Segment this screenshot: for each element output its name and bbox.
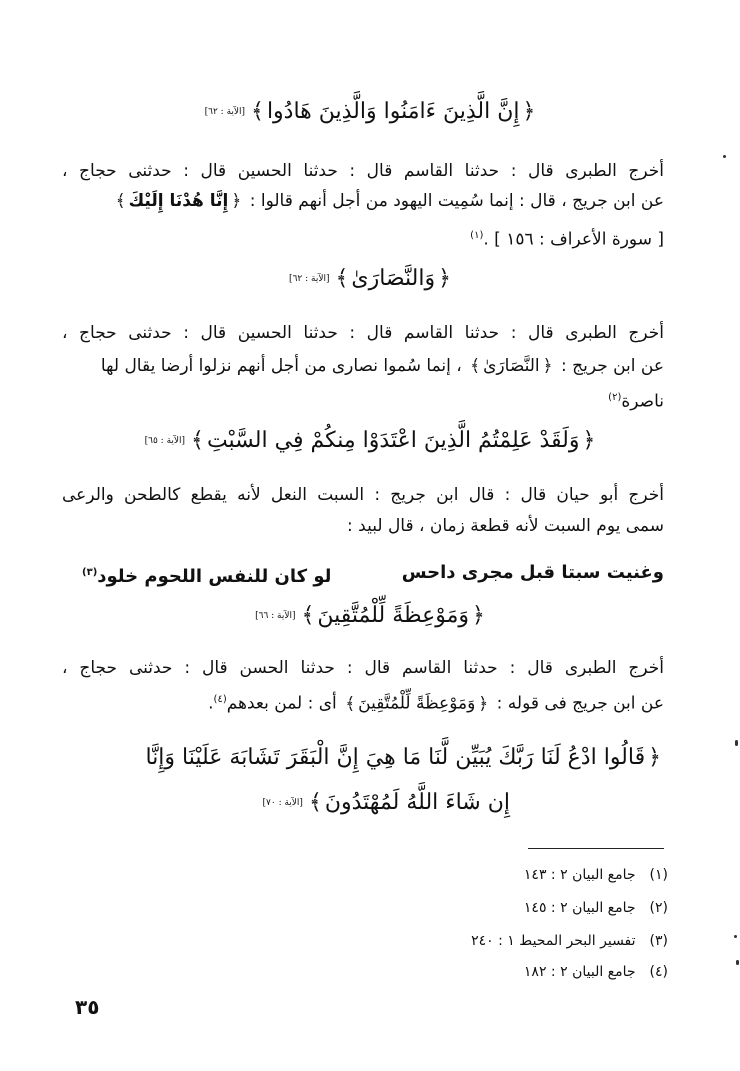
scan-speck bbox=[736, 960, 739, 965]
ornate-bracket-open-icon: ﴿ bbox=[582, 428, 596, 453]
poem-text: وغنيت سبتا قبل مجرى داحس bbox=[401, 562, 664, 583]
verse-ref: [الآية : ٧٠] bbox=[262, 798, 303, 808]
footnote-number: (٤) bbox=[649, 964, 668, 980]
quran-quote: وَمَوْعِظَةً لِّلْمُتَّقِينَ bbox=[358, 693, 476, 714]
footnote-ref: (١) bbox=[470, 230, 484, 241]
paragraph-line: أخرج أبو حيان قال : قال ابن جريج : السبت النعل لأنه يقطع كالطحن والرعى bbox=[62, 485, 664, 505]
verse-text: إِنَّ الَّذِينَ ءَامَنُوا وَالَّذِينَ هَادُوا bbox=[266, 99, 520, 124]
paragraph-line bbox=[113, 190, 664, 212]
verse-ref: [الآية : ٦٥] bbox=[144, 436, 186, 446]
footnote-number: (١) bbox=[649, 867, 668, 883]
footnote-ref: (٣) bbox=[82, 567, 98, 578]
footnote-number: (٢) bbox=[649, 900, 668, 916]
verse-heading-5-line-2 bbox=[200, 788, 510, 818]
ornate-bracket-open-icon: ﴿ bbox=[542, 356, 553, 376]
verse-heading-5-line-1 bbox=[145, 743, 664, 773]
poem-hemistich-2 bbox=[82, 561, 331, 589]
paragraph-line: أخرج الطبرى قال : حدثنا القاسم قال : حدثنا الحسين قال : حدثنى حجاج ، bbox=[62, 161, 664, 181]
text-span: عن ابن جريج ، قال : إنما سُمِيت اليهود من أجل أنهم قالوا : bbox=[249, 191, 664, 211]
footnote-3 bbox=[471, 932, 668, 950]
ornate-bracket-close-icon: ﴾ bbox=[191, 428, 204, 453]
verse-ref: [الآية : ٦٢] bbox=[289, 274, 330, 284]
footnote-divider bbox=[528, 848, 664, 849]
text-span: عن ابن جريج فى قوله : bbox=[496, 693, 664, 714]
ornate-bracket-open-icon: ﴿ bbox=[648, 745, 661, 770]
verse-heading-1 bbox=[150, 97, 590, 127]
scan-speck bbox=[723, 155, 726, 158]
ornate-bracket-close-icon: ﴾ bbox=[301, 603, 315, 628]
text-span: أى : لمن بعدهم bbox=[226, 693, 337, 714]
ornate-bracket-close-icon: ﴾ bbox=[470, 356, 481, 376]
footnote-text: جامع البيان ٢ : ١٤٣ bbox=[523, 867, 636, 883]
ornate-bracket-close-icon: ﴾ bbox=[335, 266, 349, 291]
footnote-text: تفسير البحر المحيط ١ : ٢٤٠ bbox=[471, 933, 636, 949]
scan-speck bbox=[735, 740, 738, 746]
paragraph-line: أخرج الطبرى قال : حدثنا القاسم قال : حدثنا الحسن قال : حدثنى حجاج ، bbox=[62, 658, 664, 678]
poem-hemistich-1 bbox=[402, 561, 664, 585]
verse-ref: [الآية : ٦٦] bbox=[255, 611, 296, 621]
ornate-bracket-close-icon: ﴾ bbox=[115, 191, 126, 211]
footnote-text: جامع البيان ٢ : ١٨٢ bbox=[523, 964, 636, 980]
footnote-1 bbox=[524, 866, 668, 884]
quran-quote: النَّصَارَىٰ bbox=[483, 356, 540, 376]
verse-text: إِن شَاءَ اللَّهُ لَمُهْتَدُونَ bbox=[324, 790, 510, 815]
quran-quote: إِنَّا هُدْنَا إِلَيْكَ bbox=[128, 191, 229, 211]
footnote-4 bbox=[524, 963, 668, 981]
ornate-bracket-open-icon: ﴿ bbox=[438, 266, 451, 291]
ornate-bracket-close-icon: ﴾ bbox=[308, 790, 322, 815]
ornate-bracket-close-icon: ﴾ bbox=[345, 693, 356, 714]
verse-text: وَمَوْعِظَةً لِّلْمُتَّقِينَ bbox=[317, 603, 469, 628]
verse-text: وَالنَّصَارَىٰ bbox=[351, 266, 436, 291]
scan-speck bbox=[734, 935, 737, 938]
footnote-text: جامع البيان ٢ : ١٤٥ bbox=[523, 900, 636, 916]
footnote-ref: (٢) bbox=[608, 392, 622, 403]
footnote-number: (٣) bbox=[649, 933, 668, 949]
verse-heading-2 bbox=[200, 264, 540, 294]
ornate-bracket-open-icon: ﴿ bbox=[231, 191, 242, 211]
paragraph-line: سمى يوم السبت لأنه قطعة زمان ، قال لبيد : bbox=[347, 516, 664, 536]
verse-heading-4 bbox=[200, 601, 540, 631]
ornate-bracket-close-icon: ﴾ bbox=[251, 99, 264, 124]
text-span: [ سورة الأعراف : ١٥٦ ] . bbox=[483, 229, 664, 250]
poem-text: لو كان للنفس اللحوم خلود bbox=[97, 566, 332, 587]
verse-ref: [الآية : ٦٢] bbox=[204, 107, 246, 117]
verse-text: قَالُوا ادْعُ لَنَا رَبَّكَ يُبَيِّن لَّنَا مَا هِيَ إِنَّ الْبَقَرَ تَشَابَهَ عَلَيْنَا وَإِنَّا bbox=[145, 745, 646, 770]
ornate-bracket-open-icon: ﴿ bbox=[478, 693, 489, 714]
text-span: ، إنما سُموا نصارى من أجل أنهم نزلوا أرضا يقال لها bbox=[100, 356, 462, 376]
paragraph-line bbox=[101, 355, 664, 377]
footnote-ref: (٤) bbox=[213, 694, 227, 705]
paragraph-line bbox=[470, 225, 664, 251]
paragraph-line bbox=[608, 387, 664, 413]
text-span: ناصرة bbox=[621, 391, 664, 412]
ornate-bracket-open-icon: ﴿ bbox=[522, 99, 536, 124]
text-span: عن ابن جريج : bbox=[560, 356, 664, 376]
page-number: ٣٥ bbox=[75, 995, 100, 1019]
verse-text: وَلَقَدْ عَلِمْتُمُ الَّذِينَ اعْتَدَوْا مِنكُمْ فِي السَّبْتِ bbox=[206, 428, 580, 453]
footnote-2 bbox=[524, 899, 668, 917]
ornate-bracket-open-icon: ﴿ bbox=[472, 603, 485, 628]
paragraph-line: أخرج الطبرى قال : حدثنا القاسم قال : حدثنا الحسين قال : حدثنى حجاج ، bbox=[62, 323, 664, 343]
verse-heading-3 bbox=[120, 426, 620, 456]
paragraph-line: عن ابن جريج فى قوله : ﴿وَمَوْعِظَةً لِّلْمُتَّقِينَ﴾ أى : لمن بعدهم$^{(٤)}$. bbox=[208, 693, 664, 714]
